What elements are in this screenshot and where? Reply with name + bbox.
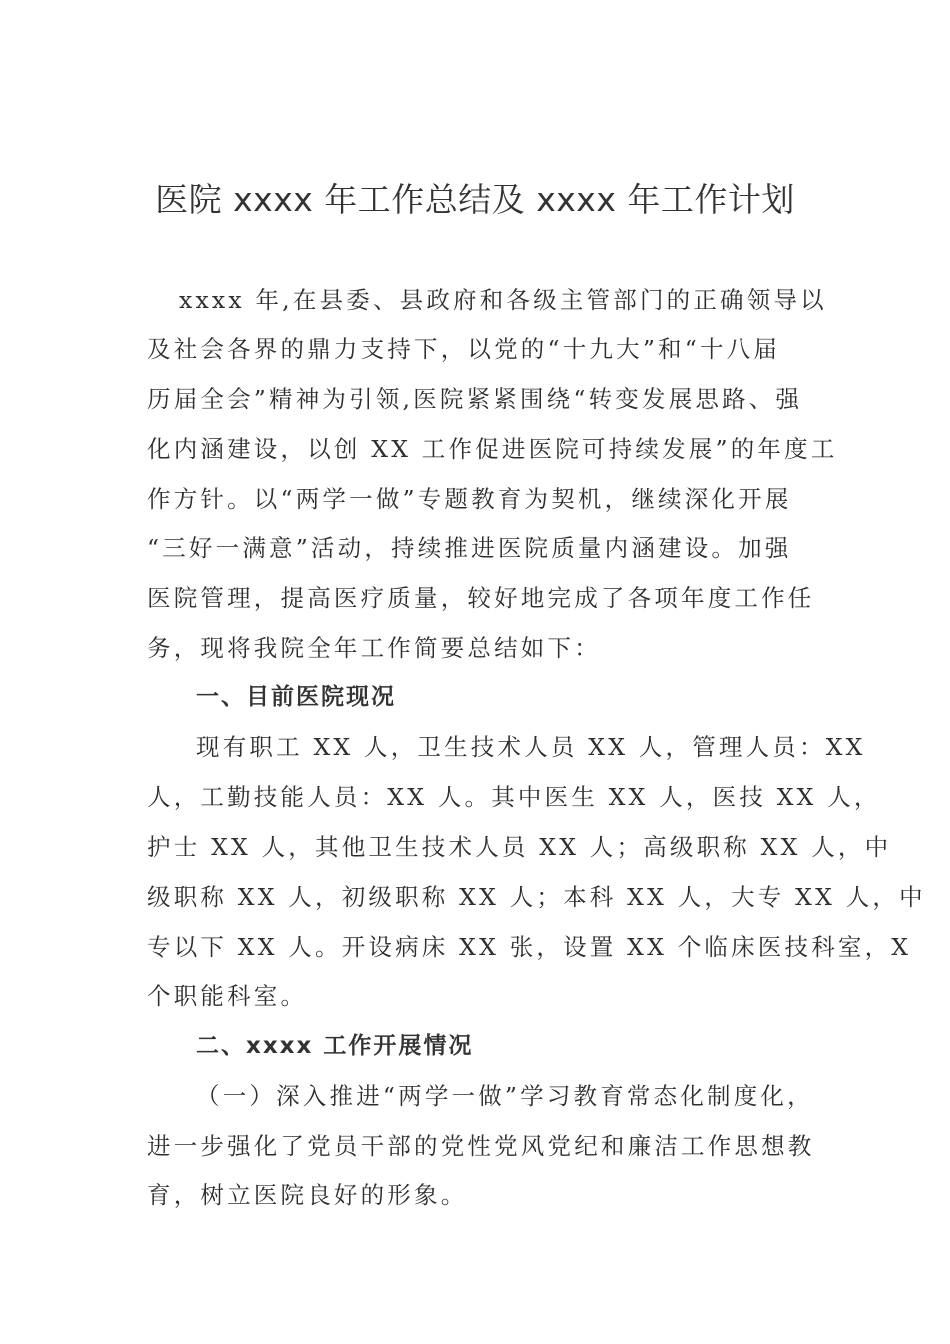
intro-line-7: 医院管理，提高医疗质量，较好地完成了各项年度工作任 xyxy=(147,584,815,612)
intro-line-6: “三好一满意”活动，持续推进医院质量内涵建设。加强 xyxy=(147,534,792,562)
section1-line-1: 现有职工 XX 人，卫生技术人员 XX 人，管理人员：XX xyxy=(196,733,866,761)
section1-line-3: 护士 XX 人，其他卫生技术人员 XX 人；高级职称 XX 人，中 xyxy=(147,833,892,861)
intro-line-4: 化内涵建设，以创 XX 工作促进医院可持续发展”的年度工 xyxy=(147,435,838,463)
intro-line-2: 及社会各界的鼎力支持下，以党的“十九大”和“十八届 xyxy=(147,335,781,363)
section2-line-3: 育，树立医院良好的形象。 xyxy=(147,1181,468,1209)
section2-heading: 二、xxxx 工作开展情况 xyxy=(196,1033,474,1059)
section1-line-2: 人，工勤技能人员：XX 人。其中医生 XX 人，医技 XX 人， xyxy=(147,783,881,811)
section1-line-5: 专以下 XX 人。开设病床 XX 张，设置 XX 个临床医技科室，X xyxy=(147,933,912,961)
intro-line-5: 作方针。以“两学一做”专题教育为契机，继续深化开展 xyxy=(147,485,792,513)
section1-line-6: 个职能科室。 xyxy=(147,982,308,1010)
document-title: 医院 xxxx 年工作总结及 xxxx 年工作计划 xyxy=(155,180,795,219)
intro-line-3: 历届全会”精神为引领,医院紧紧围绕“转变发展思路、强 xyxy=(147,385,803,413)
section2-line-1: （一）深入推进“两学一做”学习教育常态化制度化， xyxy=(196,1082,814,1110)
section1-heading: 一、目前医院现况 xyxy=(196,684,396,710)
intro-line-1: xxxx 年,在县委、县政府和各级主管部门的正确领导以 xyxy=(179,286,827,314)
section1-line-4: 级职称 XX 人，初级职称 XX 人；本科 XX 人，大专 XX 人，中 xyxy=(147,883,926,911)
intro-line-8: 务，现将我院全年工作简要总结如下： xyxy=(147,634,601,662)
section2-line-2: 进一步强化了党员干部的党性党风党纪和廉洁工作思想教 xyxy=(147,1132,815,1160)
